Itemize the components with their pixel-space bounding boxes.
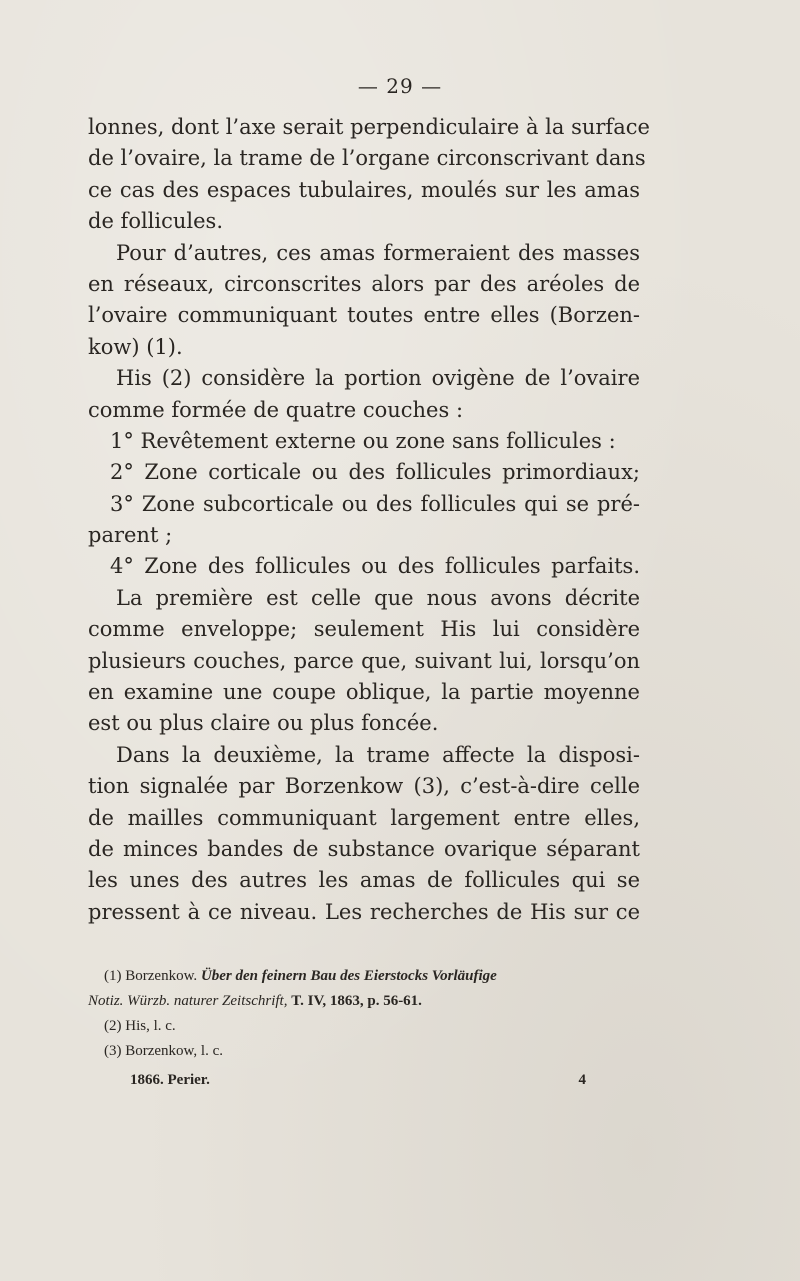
text-line: de mailles communiquant largement entre elles, <box>88 805 640 830</box>
text-line: les unes des autres les amas de follicules qui se <box>88 868 640 893</box>
text-line: comme enveloppe; seulement His lui considère <box>88 617 640 642</box>
text-line: est ou plus claire ou plus foncée. <box>88 711 439 736</box>
text-line: tion signalée par Borzenkow (3), c’est-à-dire celle <box>88 774 640 799</box>
footnote-3: (3) Borzenkow, l. c. <box>104 1043 223 1059</box>
text-line: Pour d’autres, ces amas formeraient des masses <box>116 240 640 265</box>
text-line: La première est celle que nous avons décrite <box>116 585 640 610</box>
list-item: 3° Zone subcorticale ou des follicules qui se pré- <box>110 491 640 516</box>
footnote-1-title: Über den feinern Bau des Eierstocks Vorläufige <box>200 968 497 984</box>
text-line: pressent à ce niveau. Les recherches de His sur ce <box>88 899 640 924</box>
footnote-1-volume: T. IV, 1863, p. 56-61. <box>291 993 422 1009</box>
text-line: kow) (1). <box>88 334 183 359</box>
footnote-1-author: Borzenkow. <box>125 968 198 984</box>
signature-left: 1866. Perier. <box>130 1072 210 1088</box>
text-line: en examine une coupe oblique, la partie moyenne <box>88 680 640 705</box>
text-line: plusieurs couches, parce que, suivant lui, lorsqu’on <box>88 648 640 673</box>
list-item: parent ; <box>88 523 173 548</box>
text-line: comme formée de quatre couches : <box>88 397 464 422</box>
main-text <box>88 112 650 928</box>
footnotes <box>88 964 648 1064</box>
text-line: de follicules. <box>88 209 223 234</box>
page-number-header: — 29 — <box>357 74 443 98</box>
text-line: His (2) considère la portion ovigène de l’ovaire <box>116 366 640 391</box>
printer-signature <box>130 1072 586 1089</box>
list-item: 1° Revêtement externe ou zone sans follicules : <box>110 428 616 453</box>
text-line: lonnes, dont l’axe serait perpendiculaire à la surface <box>88 115 650 139</box>
text-line: ce cas des espaces tubulaires, moulés sur les amas <box>88 177 640 202</box>
footnote-1-number: (1) <box>104 968 122 984</box>
footnote-1 <box>88 964 648 989</box>
text-line: l’ovaire communiquant toutes entre elles (Borzen- <box>88 303 640 328</box>
signature-mark: 4 <box>578 1072 586 1088</box>
footnote-1-journal: Notiz. Würzb. naturer Zeitschrift, <box>88 993 288 1009</box>
text-line: de l’ovaire, la trame de l’organe circonscrivant dans <box>88 146 646 171</box>
footnote-1-continued <box>88 989 648 1014</box>
list-item: 4° Zone des follicules ou des follicules parfaits. <box>110 554 640 579</box>
footnote-2: (2) His, l. c. <box>104 1018 176 1034</box>
text-line: de minces bandes de substance ovarique séparant <box>88 836 640 861</box>
text-line: en réseaux, circonscrites alors par des aréoles de <box>88 271 640 296</box>
text-line: Dans la deuxième, la trame affecte la disposi- <box>116 742 640 767</box>
list-item: 2° Zone corticale ou des follicules primordiaux; <box>110 460 640 485</box>
